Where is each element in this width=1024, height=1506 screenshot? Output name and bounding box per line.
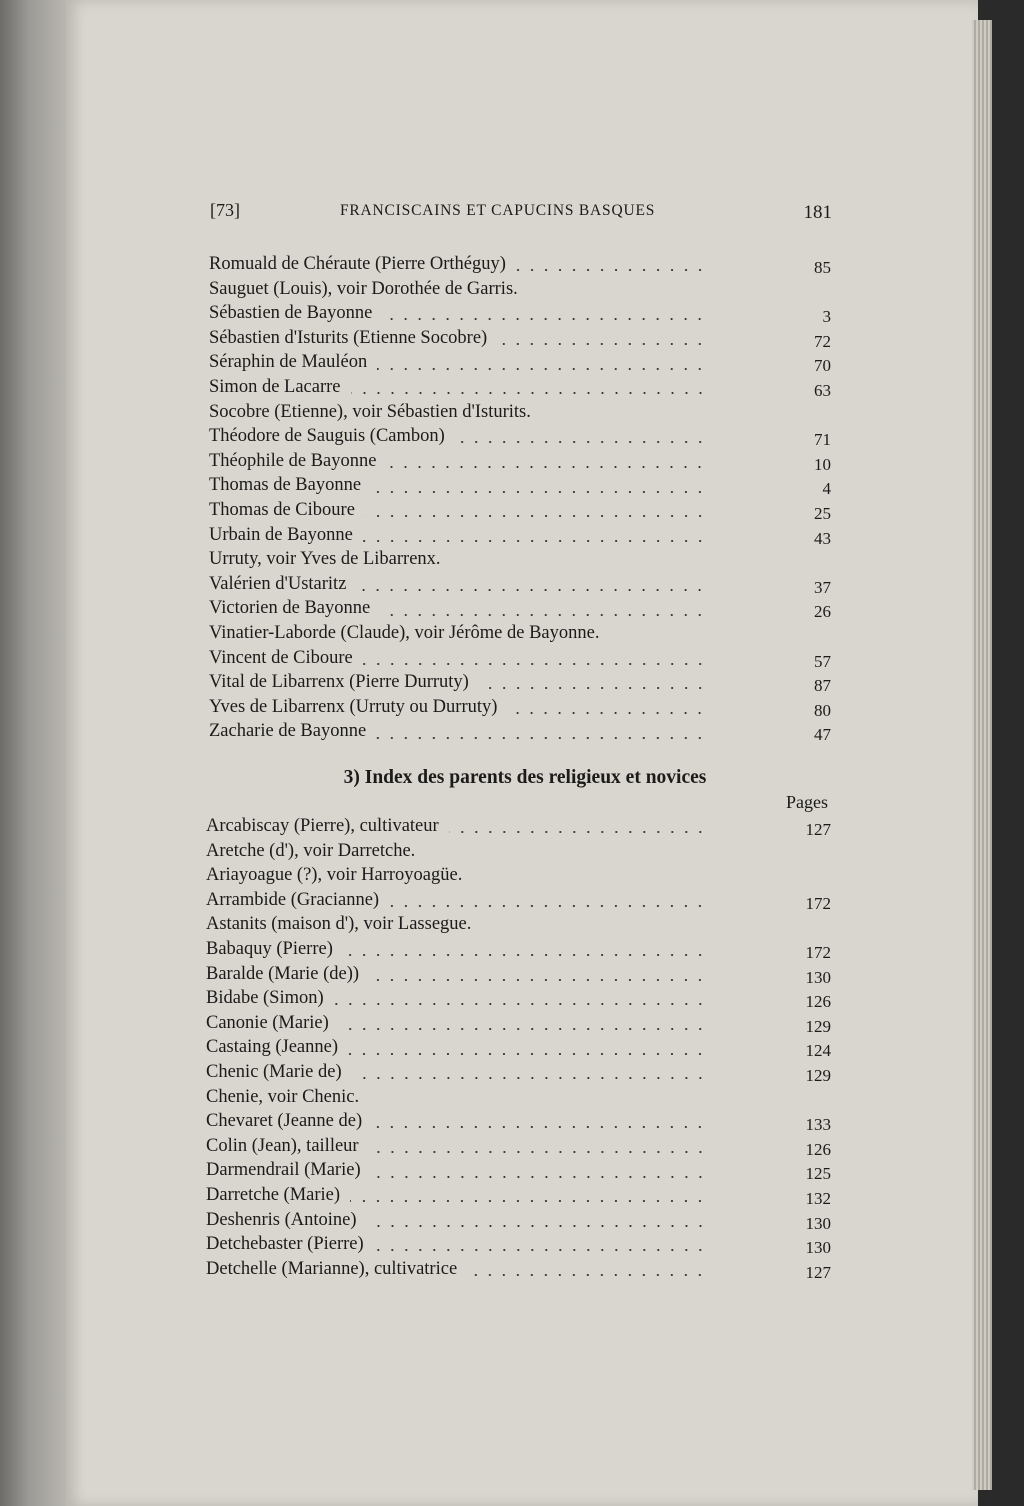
entry-name: Ariayoague (?), voir Harroyoagüe. (206, 865, 463, 886)
dot-leader (365, 513, 707, 519)
entry-page: 133 (805, 1115, 831, 1135)
entry-page: 37 (814, 577, 831, 597)
entry-page: 130 (805, 1238, 831, 1258)
index-entry (206, 1035, 831, 1060)
running-header (210, 200, 832, 226)
entry-name: Thomas de Bayonne (209, 475, 362, 496)
dot-leader (386, 464, 707, 470)
entry-name: Deshenris (Antoine) (206, 1209, 357, 1230)
dot-leader (351, 390, 708, 396)
entry-page: 47 (814, 725, 831, 745)
index-entry (206, 1257, 831, 1282)
entry-page: 57 (814, 651, 831, 671)
entry-name: Urbain de Bayonne (209, 524, 353, 545)
entry-name: Astanits (maison d'), voir Lassegue. (206, 914, 472, 935)
entry-name: Sauguet (Louis), voir Dorothée de Garris. (209, 278, 518, 299)
index-entry (209, 301, 831, 326)
dot-leader (356, 587, 707, 593)
page-number: 181 (803, 202, 832, 223)
dot-leader (350, 1198, 707, 1204)
entry-name: Séraphin de Mauléon (209, 352, 368, 373)
entry-name: Zacharie de Bayonne (209, 721, 367, 742)
index-entry (206, 1109, 831, 1134)
index-entry (209, 326, 831, 351)
entry-page: 25 (814, 503, 831, 523)
index-entry (206, 1134, 831, 1159)
index-entry (209, 621, 831, 646)
index-entry (206, 1011, 831, 1036)
index-entry (206, 888, 831, 913)
entry-page: 126 (805, 1139, 831, 1159)
entry-name: Babaquy (Pierre) (206, 938, 333, 959)
index-entry (209, 596, 831, 621)
entry-page: 172 (805, 893, 831, 913)
entry-page: 4 (822, 479, 831, 499)
entry-page: 26 (814, 602, 831, 622)
entry-name: Baralde (Marie (de)) (206, 963, 360, 984)
dot-leader (352, 1075, 707, 1081)
page-stack-edges (972, 20, 992, 1490)
dot-leader (382, 316, 707, 322)
index-entry (209, 498, 831, 523)
entry-page: 127 (805, 820, 831, 839)
entry-name: Théodore de Sauguis (Cambon) (209, 426, 445, 447)
dot-leader (516, 267, 707, 273)
entry-page: 10 (814, 454, 831, 474)
dot-leader (376, 735, 707, 741)
entry-page: 87 (814, 676, 831, 696)
dot-leader (449, 829, 707, 835)
entry-name: Canonie (Marie) (206, 1012, 329, 1033)
dot-leader (348, 1051, 707, 1057)
dot-leader (367, 1223, 707, 1229)
entry-name: Chenic (Marie de) (206, 1061, 342, 1082)
dot-leader (374, 1247, 707, 1253)
dot-leader (363, 661, 707, 667)
left-page-edge (0, 0, 72, 1506)
entry-page: 63 (814, 380, 831, 400)
entry-page: 80 (814, 700, 831, 720)
index-entry (206, 1060, 831, 1085)
entry-name: Arrambide (Gracianne) (206, 889, 380, 910)
dot-leader (377, 366, 707, 372)
dot-leader (467, 1272, 707, 1278)
entry-name: Vincent de Ciboure (209, 647, 353, 668)
entry-name: Chenie, voir Chenic. (206, 1086, 360, 1107)
index-entry (206, 986, 831, 1011)
entry-name: Urruty, voir Yves de Libarrenx. (209, 549, 441, 570)
index-entry (209, 572, 831, 597)
entry-name: Bidabe (Simon) (206, 988, 324, 1009)
entry-name: Chevaret (Jeanne de) (206, 1111, 363, 1132)
entry-name: Valérien d'Ustaritz (209, 573, 347, 594)
index-entry (209, 350, 831, 375)
entry-name: Castaing (Jeanne) (206, 1037, 339, 1058)
index-entry (209, 695, 831, 720)
index-entry (206, 937, 831, 962)
entry-page: 71 (814, 430, 831, 450)
index-entry (206, 1085, 831, 1110)
index-entry (206, 912, 831, 937)
entry-page: 3 (822, 307, 831, 327)
index-entry (209, 473, 831, 498)
index-entry (209, 375, 831, 400)
index-entry (209, 449, 831, 474)
pages-column-label: Pages (786, 792, 828, 812)
entry-name: Simon de Lacarre (209, 376, 341, 397)
entry-page: 72 (814, 331, 831, 351)
dot-leader (369, 1149, 707, 1155)
entry-name: Sébastien de Bayonne (209, 303, 373, 324)
entry-name: Darretche (Marie) (206, 1184, 341, 1205)
entry-name: Thomas de Ciboure (209, 499, 355, 520)
entry-page: 130 (805, 1213, 831, 1233)
entry-page: 85 (814, 258, 831, 277)
index-entry (209, 719, 831, 744)
entry-page: 129 (805, 1016, 831, 1036)
index-entry (209, 646, 831, 671)
entry-page: 124 (805, 1041, 831, 1061)
entry-name: Socobre (Etienne), voir Sébastien d'Isturits. (209, 401, 531, 422)
entry-name: Detchelle (Marianne), cultivatrice (206, 1258, 458, 1279)
entry-name: Romuald de Chéraute (Pierre Orthéguy) (209, 254, 506, 274)
entry-name: Darmendrail (Marie) (206, 1160, 361, 1181)
entry-page: 43 (814, 528, 831, 548)
dot-leader (343, 952, 707, 958)
entry-page: 70 (814, 356, 831, 376)
dot-leader (371, 1174, 707, 1180)
index-entry (206, 1208, 831, 1233)
index-entry (206, 1232, 831, 1257)
entry-name: Colin (Jean), tailleur (206, 1135, 359, 1156)
index-list-religious (209, 252, 831, 744)
dot-leader (497, 341, 707, 347)
index-entry (209, 252, 831, 277)
entry-name: Vinatier-Laborde (Claude), voir Jérôme de Bayonne. (209, 622, 600, 643)
entry-name: Théophile de Bayonne (209, 450, 377, 471)
entry-name: Aretche (d'), voir Darretche. (206, 840, 416, 861)
entry-page: 129 (805, 1065, 831, 1085)
dot-leader (369, 977, 707, 983)
entry-page: 125 (805, 1164, 831, 1184)
index-entry (206, 1158, 831, 1183)
index-entry (209, 670, 831, 695)
dot-leader (507, 710, 707, 716)
index-entry (209, 523, 831, 548)
dot-leader (339, 1026, 707, 1032)
dot-leader (479, 685, 707, 691)
entry-name: Arcabiscay (Pierre), cultivateur (206, 816, 439, 836)
index-entry (209, 277, 831, 302)
index-entry (206, 839, 831, 864)
index-entry (206, 814, 831, 839)
entry-name: Vital de Libarrenx (Pierre Durruty) (209, 672, 469, 693)
entry-name: Victorien de Bayonne (209, 598, 371, 619)
dot-leader (372, 1124, 707, 1130)
index-entry (206, 1183, 831, 1208)
entry-page: 127 (805, 1262, 831, 1282)
section-heading: 3) Index des parents des religieux et novices (343, 767, 707, 788)
dot-leader (380, 612, 707, 618)
dot-leader (389, 903, 707, 909)
index-list-parents (206, 814, 831, 1281)
dot-leader (334, 1001, 707, 1007)
entry-page: 126 (805, 992, 831, 1012)
section-number: [73] (210, 200, 240, 220)
index-entry (206, 962, 831, 987)
entry-name: Sébastien d'Isturits (Etienne Socobre) (209, 327, 488, 348)
dot-leader (455, 439, 707, 445)
index-entry (209, 424, 831, 449)
index-entry (209, 400, 831, 425)
entry-name: Yves de Libarrenx (Urruty ou Durruty) (209, 696, 498, 717)
dot-leader (371, 489, 707, 495)
entry-page: 172 (805, 942, 831, 962)
entry-page: 132 (805, 1188, 831, 1208)
entry-page: 130 (805, 967, 831, 987)
entry-name: Detchebaster (Pierre) (206, 1234, 364, 1255)
dot-leader (363, 538, 707, 544)
index-entry (209, 547, 831, 572)
running-title: FRANCISCAINS ET CAPUCINS BASQUES (340, 202, 656, 219)
index-entry (206, 863, 831, 888)
